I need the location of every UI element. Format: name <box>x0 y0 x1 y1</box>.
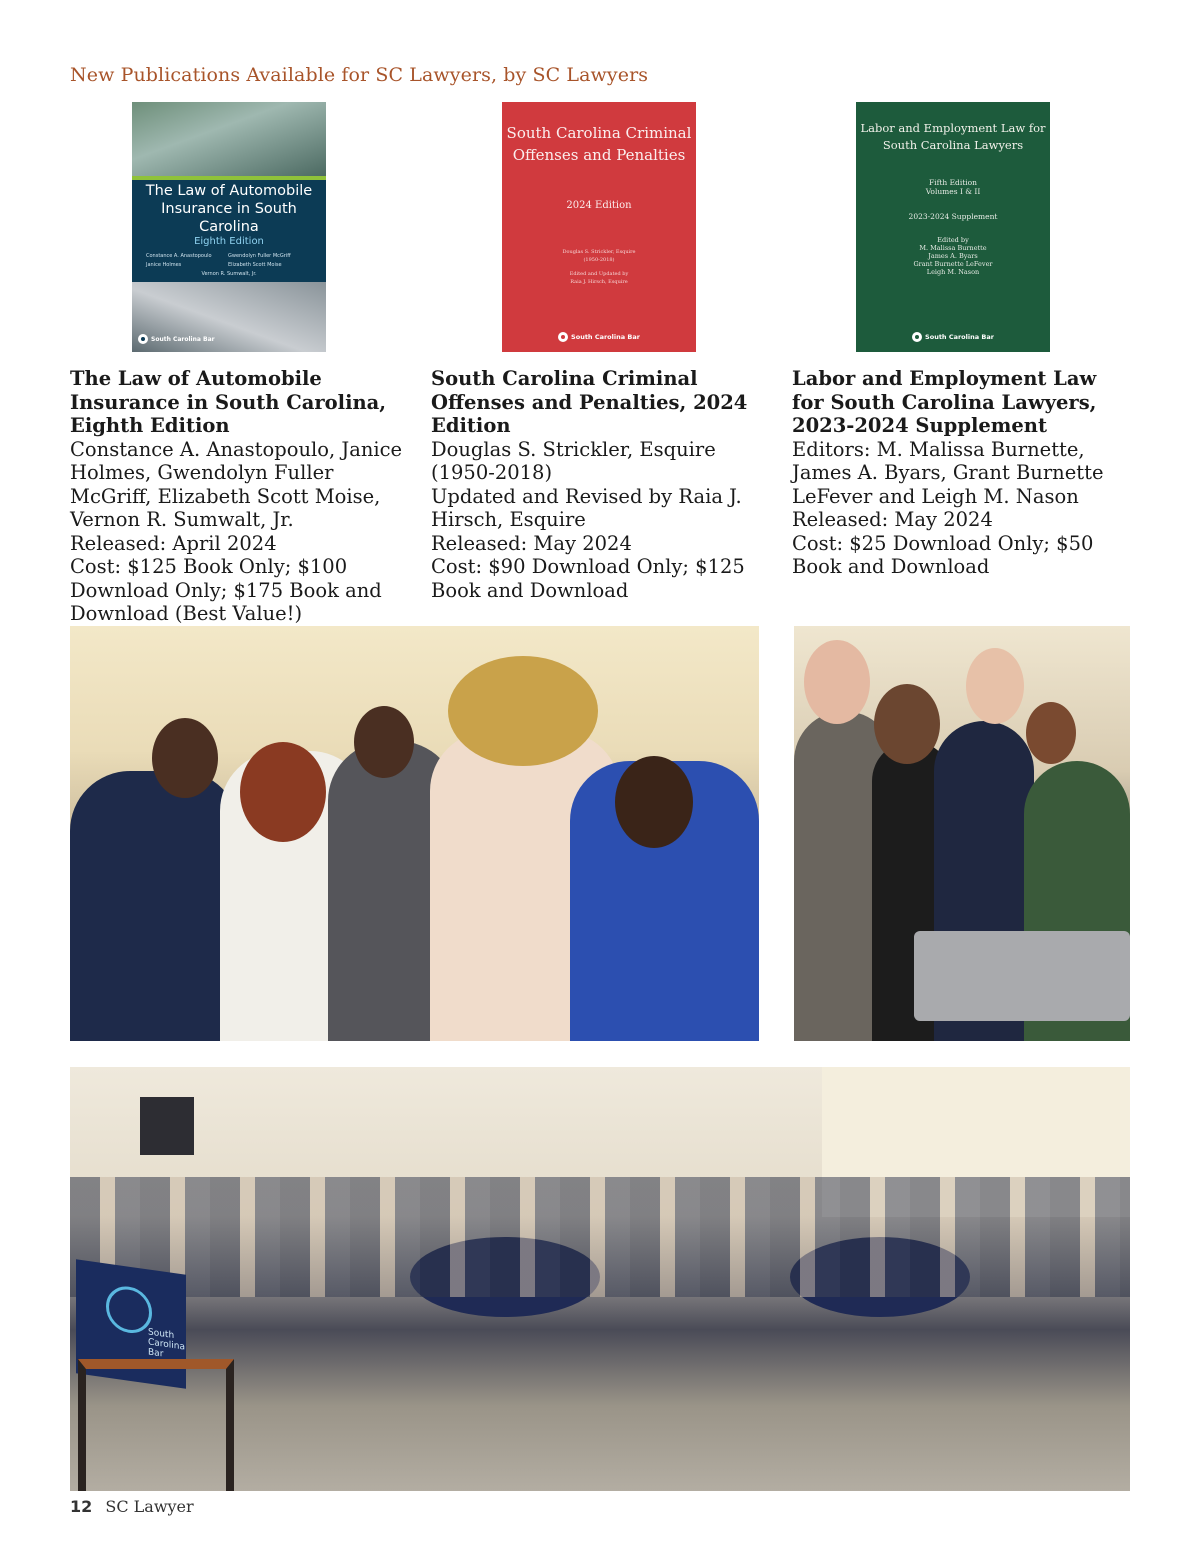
wall-tv <box>140 1097 194 1155</box>
tv-stand <box>78 1359 234 1491</box>
publication-description-criminal <box>431 367 769 602</box>
publication-released: Released: May 2024 <box>792 508 993 531</box>
publication-description-automobile <box>70 367 408 626</box>
publication-authors: Editors: M. Malissa Burnette, James A. Byars, Grant Burnette LeFever and Leigh M. Nason <box>792 437 1104 508</box>
person-head <box>615 756 693 848</box>
cover-author: Elizabeth Scott Moise <box>228 262 282 268</box>
cover-title: The Law of Automobile Insurance in South Carolina <box>145 183 313 235</box>
publication-name: SC Lawyer <box>105 1497 194 1516</box>
cover-title: South Carolina Criminal Offenses and Penalties <box>506 124 692 164</box>
cover-authors <box>146 252 312 279</box>
person-head <box>240 742 326 842</box>
publication-cost: Cost: $125 Book Only; $100 Download Only; $175 Book and Download (Best Value!) <box>70 555 382 625</box>
screen-logo-text: South Carolina Bar <box>148 1327 186 1360</box>
publication-cost: Cost: $25 Download Only; $50 Book and Download <box>792 531 1094 578</box>
person-head <box>874 684 940 764</box>
cover-updated-by: Edited and Updated by <box>569 271 629 277</box>
cover-updater: Raia J. Hirsch, Esquire <box>570 279 628 285</box>
person-head <box>804 640 870 724</box>
cover-volumes: Volumes I & II <box>925 187 981 196</box>
cover-author: Gwendolyn Fuller McGriff <box>228 253 291 259</box>
person-head <box>1026 702 1076 764</box>
cover-author: Constance A. Anastopoulo <box>146 253 212 259</box>
cover-photo-windshield <box>132 102 326 176</box>
bar-seal-icon <box>106 1283 152 1335</box>
cover-title: Labor and Employment Law for South Carolina Lawyers <box>860 121 1046 152</box>
publisher-logo <box>138 334 215 344</box>
cover-supplement: 2023-2024 Supplement <box>908 212 998 221</box>
publisher-logo <box>502 332 696 342</box>
cover-author: Vernon R. Sumwalt, Jr. <box>201 271 257 277</box>
publication-title: The Law of Automobile Insurance in South Carolina, Eighth Edition <box>70 367 387 437</box>
cover-editors <box>856 236 1050 276</box>
publisher-name: South Carolina Bar <box>571 333 640 341</box>
cover-credits <box>502 248 696 286</box>
publisher-logo <box>856 332 1050 342</box>
person-figure <box>70 771 240 1041</box>
cover-editor: M. Malissa Burnette <box>919 244 987 252</box>
publication-description-labor <box>792 367 1130 579</box>
audience-crowd <box>70 1177 1130 1297</box>
cover-author: Janice Holmes <box>146 262 182 268</box>
book-cover-automobile-insurance <box>132 102 326 352</box>
person-head <box>354 706 414 778</box>
cover-edited-by: Edited by <box>937 236 969 244</box>
cover-edition: Fifth Edition <box>928 178 978 187</box>
bar-seal-icon <box>558 332 568 342</box>
person-head <box>152 718 218 798</box>
bar-seal-icon <box>912 332 922 342</box>
publication-released: Released: May 2024 <box>431 531 632 555</box>
cover-edition: 2024 Edition <box>566 200 632 211</box>
bar-seal-icon <box>138 334 148 344</box>
publication-released: Released: April 2024 <box>70 531 277 555</box>
publication-updated: Updated and Revised by Raia J. Hirsch, Esquire <box>431 484 742 531</box>
page-footer <box>70 1497 194 1516</box>
photo-banquet-room <box>70 1067 1130 1491</box>
cover-editor: James A. Byars <box>928 252 978 260</box>
page-number: 12 <box>70 1497 93 1516</box>
publication-authors: Constance A. Anastopoulo, Janice Holmes, Gwendolyn Fuller McGriff, Elizabeth Scott Moise, Vernon R. Sumwalt, Jr. <box>70 437 403 531</box>
book-cover-labor-employment <box>856 102 1050 352</box>
publisher-name: South Carolina Bar <box>151 335 215 343</box>
publication-authors: Douglas S. Strickler, Esquire (1950-2018) <box>431 437 716 484</box>
cover-edition-block <box>856 178 1050 196</box>
publisher-name: South Carolina Bar <box>925 333 994 341</box>
cover-editor: Grant Burnette LeFever <box>913 260 993 268</box>
cover-author: Douglas S. Strickler, Esquire <box>562 249 636 255</box>
cover-author-years: (1950-2018) <box>583 257 615 263</box>
cover-editor: Leigh M. Nason <box>926 268 980 276</box>
section-title: New Publications Available for SC Lawyers, by SC Lawyers <box>70 64 649 86</box>
photo-buffet-line <box>794 626 1130 1041</box>
person-head <box>966 648 1024 724</box>
photo-group-portrait <box>70 626 759 1041</box>
book-cover-criminal-offenses <box>502 102 696 352</box>
publication-title: Labor and Employment Law for South Carolina Lawyers, 2023-2024 Supplement <box>792 367 1097 437</box>
person-head <box>448 656 598 766</box>
publication-title: South Carolina Criminal Offenses and Penalties, 2024 Edition <box>431 367 748 437</box>
buffet-chafing-dish <box>914 931 1130 1021</box>
cover-edition: Eighth Edition <box>194 236 264 247</box>
publication-cost: Cost: $90 Download Only; $125 Book and Download <box>431 555 745 602</box>
